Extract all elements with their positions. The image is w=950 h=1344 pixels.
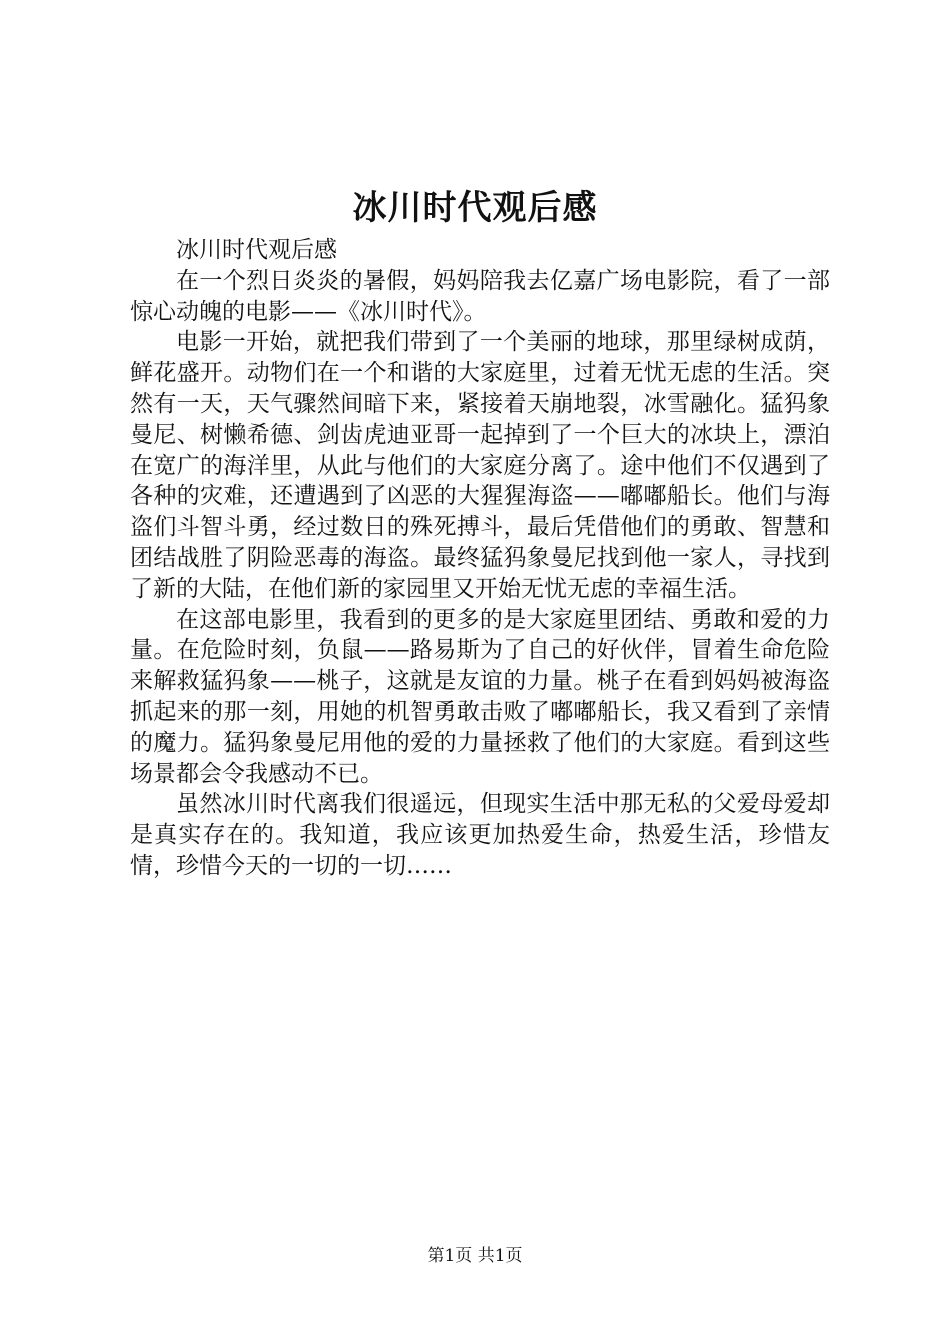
document-title: 冰川时代观后感	[352, 188, 598, 228]
document-body	[130, 235, 830, 882]
page-footer: 第1页 共1页	[427, 1246, 523, 1266]
paragraph-intro: 在一个烈日炎炎的暑假，妈妈陪我去亿嘉广场电影院，看了一部惊心动魄的电影——《冰川时代》。	[130, 267, 830, 325]
paragraph-conclusion: 虽然冰川时代离我们很遥远，但现实生活中那无私的父爱母爱却是真实存在的。我知道，我应该更加热爱生命，热爱生活，珍惜友情，珍惜今天的一切的一切……	[130, 791, 830, 879]
paragraph-reflection: 在这部电影里，我看到的更多的是大家庭里团结、勇敢和爱的力量。在危险时刻，负鼠——路易斯为了自己的好伙伴，冒着生命危险来解救猛犸象——桃子，这就是友谊的力量。桃子在看到妈妈被海盗抓起来的那一刻，用她的机智勇敢击败了嘟嘟船长，我又看到了亲情的魔力。猛犸象曼尼用他的爱的力量拯救了他们的大家庭。看到这些场景都会令我感动不已。	[130, 606, 830, 787]
paragraph-plot: 电影一开始，就把我们带到了一个美丽的地球，那里绿树成荫，鲜花盛开。动物们在一个和谐的大家庭里，过着无忧无虑的生活。突然有一天，天气骤然间暗下来，紧接着天崩地裂，冰雪融化。猛犸象曼尼、树懒希德、剑齿虎迪亚哥一起掉到了一个巨大的冰块上，漂泊在宽广的海洋里，从此与他们的大家庭分离了。途中他们不仅遇到了各种的灾难，还遭遇到了凶恶的大猩猩海盗——嘟嘟船长。他们与海盗们斗智斗勇，经过数日的殊死搏斗，最后凭借他们的勇敢、智慧和团结战胜了阴险恶毒的海盗。最终猛犸象曼尼找到他一家人，寻找到了新的大陆，在他们新的家园里又开始无忧无虑的幸福生活。	[130, 329, 830, 602]
paragraph-subtitle: 冰川时代观后感	[176, 237, 337, 263]
